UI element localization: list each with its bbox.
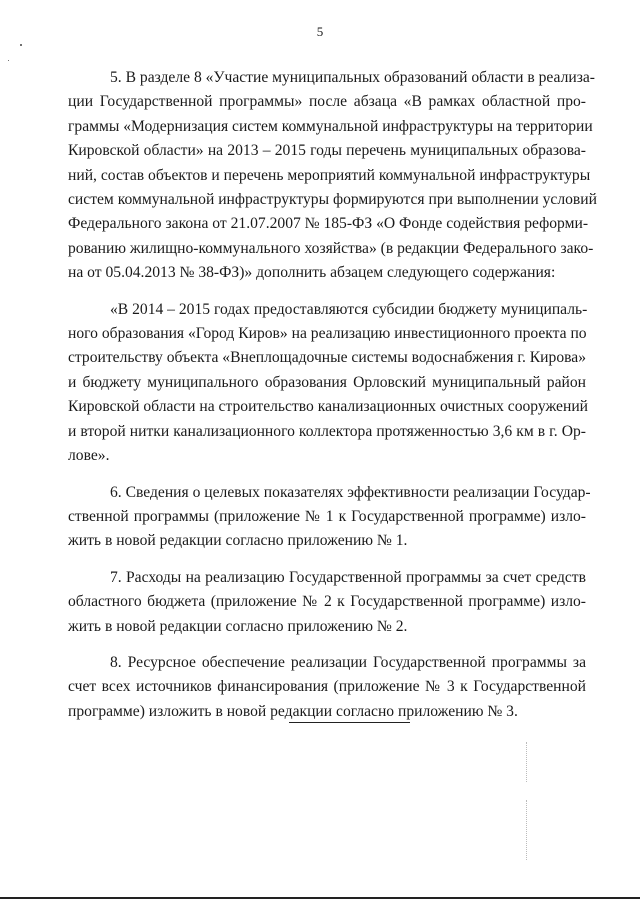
text-line: Федерального закона от 21.07.2007 № 185-ФЗ «О Фонде содействия реформи- [68, 215, 589, 233]
text-line: граммы «Модернизация систем коммунальной инфраструктуры на территории [68, 117, 593, 135]
text-line: счет всех источников финансирования (приложение № 3 к Государственной [68, 678, 586, 696]
text-line: строительству объекта «Внеплощадочные системы водоснабжения г. Кирова» [68, 349, 586, 367]
text-line: ний, состав объектов и перечень мероприятий коммунальной инфраструктуры [68, 166, 591, 184]
text-line: жить в новой редакции согласно приложению № 2. [68, 617, 408, 635]
scan-speck [20, 44, 22, 46]
document-body [68, 66, 597, 736]
scan-artifact [526, 742, 527, 782]
bottom-border-line [0, 897, 640, 899]
text-line: ственной программы (приложение № 1 к Государственной программе) изло- [68, 507, 586, 525]
text-line: жить в новой редакции согласно приложению № 1. [68, 532, 408, 550]
text-line: Кировской области» на 2013 – 2015 годы перечень муниципальных образова- [68, 142, 586, 160]
scan-speck [8, 60, 9, 61]
scan-artifact [526, 800, 527, 860]
paragraph-6 [68, 481, 591, 554]
text-line: и второй нитки канализационного коллектора протяженностью 3,6 км в г. Ор- [68, 422, 586, 440]
page-number: 5 [316, 24, 324, 39]
text-line: и бюджету муниципального образования Орловский муниципальный район [68, 373, 586, 391]
paragraph-7 [68, 566, 586, 639]
text-line: 7. Расходы на реализацию Государственной программы за счет средств [110, 568, 586, 586]
end-separator-line [289, 722, 410, 723]
text-line: Кировской области на строительство канализационных очистных сооружений [68, 398, 589, 416]
paragraph-8 [68, 651, 586, 724]
text-line: областного бюджета (приложение № 2 к Государственной программе) изло- [68, 593, 586, 611]
text-line: ции Государственной программы» после абзаца «В рамках областной про- [68, 93, 586, 111]
text-line: программе) изложить в новой редакции согласно приложению № 3. [68, 702, 518, 720]
paragraph-5 [68, 66, 597, 286]
text-line: ного образования «Город Киров» на реализацию инвестиционного проекта по [68, 325, 587, 343]
text-line: 5. В разделе 8 «Участие муниципальных образований области в реализа- [110, 69, 595, 86]
text-line: рованию жилищно-коммунального хозяйства» (в редакции Федерального зако- [68, 239, 594, 257]
text-line: 8. Ресурсное обеспечение реализации Государственной программы за [110, 653, 586, 671]
text-line: «В 2014 – 2015 годах предоставляются субсидии бюджету муниципаль- [110, 300, 588, 318]
text-line: на от 05.04.2013 № 38-ФЗ)» дополнить абзацем следующего содержания: [68, 264, 556, 282]
paragraph-quoted-addition [68, 298, 589, 469]
text-line: систем коммунальной инфраструктуры формируются при выполнении условий [68, 191, 597, 209]
text-line: 6. Сведения о целевых показателях эффективности реализации Государ- [110, 483, 591, 501]
text-line: лове». [68, 447, 110, 465]
